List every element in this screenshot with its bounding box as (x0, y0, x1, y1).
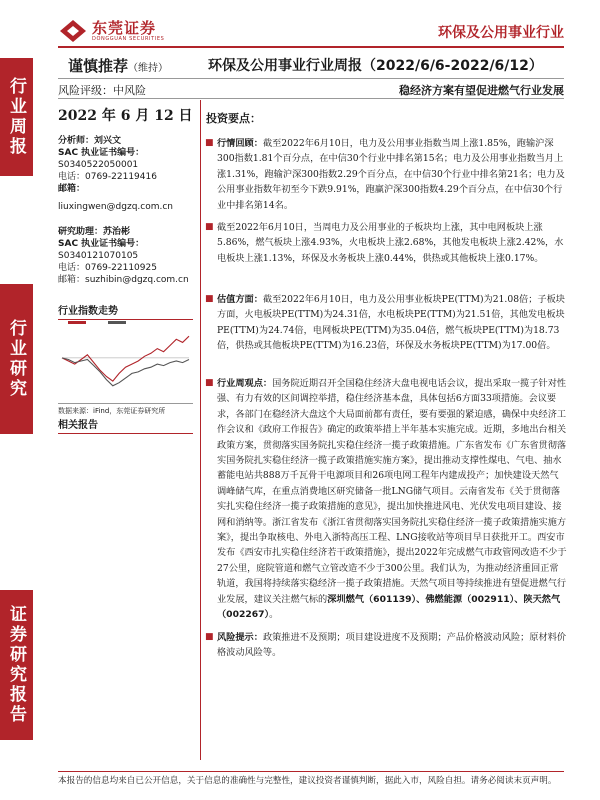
bullet-icon: ■ (205, 222, 214, 232)
para-tail: 。 (269, 609, 279, 621)
assistant-email[interactable]: 邮箱：suzhibin@dgzq.com.cn (58, 275, 189, 285)
header-divider (58, 46, 564, 48)
bullet-icon: ■ (205, 294, 214, 304)
analyst-sac-no: S0340522050001 (58, 160, 139, 170)
para-head: 估值方面： (217, 294, 263, 305)
company-logo (58, 18, 164, 44)
chart-source: 数据来源：iFind，东莞证券研究所 (58, 403, 193, 416)
side-tab-research: 行业研究 (0, 284, 33, 434)
analyst-phone: 电话：0769-22119416 (58, 172, 157, 182)
para-text: 截至2022年6月10日，电力及公用事业指数当周上涨1.85%，跑输沪深300指数1.81个百分点，在中信30个行业中排名第15名；电力及公用事业指数当月上涨1.31%，跑输沪深300指数2.29个百分点，在中信30个行业中排名第21名；电力及公用事业指数年初至今下跌9.91%，跑赢沪深300指数4.29个百分点，在中信30个行业中排名第14名。 (217, 138, 565, 211)
side-tab-report: 证券研究报告 (0, 590, 33, 740)
logo-cn-text: 东莞证券 (92, 18, 157, 37)
analyst-email[interactable]: liuxingwen@dgzq.com.cn (58, 202, 174, 212)
column-divider (200, 100, 201, 760)
bullet-icon: ■ (205, 378, 214, 388)
analyst-info (58, 135, 193, 213)
assistant-info (58, 226, 193, 286)
report-date: 2022 年 6 月 12 日 (58, 108, 193, 124)
bullet-icon: ■ (205, 632, 214, 642)
rating-label: 谨慎推荐 (68, 57, 129, 75)
legend-swatch (68, 321, 86, 324)
logo-emblem-icon (58, 18, 88, 44)
report-title: 环保及公用事业行业周报（2022/6/6-2022/6/12） (208, 58, 543, 74)
recommended-stocks: 深圳燃气（601139）、佛燃能源（002911）、陕天然气（002267） (217, 593, 561, 621)
assistant-sac-label: SAC 执业证书编号： (58, 239, 145, 249)
rating (68, 55, 168, 76)
para-text: 国务院近期召开全国稳住经济大盘电视电话会议，提出采取一揽子针对性强、有力有效的区间调控举措，稳住经济基本盘，具体包括6方面33项措施。会议要求，各部门在稳经济大盘这个大局面前都有责任，要有要强的紧迫感，确保中央经济工作会议和《政府工作报告》确定的政策举措上半年基本实施完成。近期，多地出台相关政策方案，贯彻落实国务院扎实稳住经济一揽子政策措施。广东省发布《广东省贯彻落实国务院扎实稳住经济一揽子政策措施实施方案》，提出推动支撑性煤电、气电、抽水蓄能电站共888万千瓦骨干电源项目和26项电网工程年内建成投产；加快建设天然气调峰储气库，在重点消费地区研究储备一批LNG储气项目。云南省发布《关于贯彻落实扎实稳住经济一揽子政策措施的意见》，提出加快推进风电、光伏发电项目建设、接网和消纳等。浙江省发布《浙江省贯彻落实国务院扎实稳住经济一揽子政策措施实施方案》，提出争取核电、外电入浙特高压工程、LNG接收站等项目早日获批开工。西安市发布《西安市扎实稳住经济若干政策措施》，提出2022年完成燃气市政管网改造不少于27公里，庭院管道和燃气立管改造不少于300公里。我们认为，为推动经济重回正常轨道，我国将持续落实稳经济一揽子政策措施。天然气项目等持续推进有望促进燃气行业发展，建议关注燃气标的 (217, 378, 567, 605)
risk-level: 风险评级：中风险 (58, 84, 146, 97)
para-sub-sectors (205, 220, 567, 266)
para-market-review (205, 136, 567, 213)
bullet-icon: ■ (205, 138, 214, 148)
chart-section-title: 行业指数走势 (58, 302, 193, 320)
para-head: 行业周观点： (217, 378, 273, 389)
report-subtitle: 稳经济方案有望促进燃气行业发展 (399, 84, 564, 97)
footer-divider (58, 771, 564, 772)
logo-en-text: DONGGUAN SECURITIES (92, 35, 165, 42)
para-head: 风险提示： (217, 632, 263, 643)
para-valuation (205, 292, 567, 354)
series-line-1 (62, 358, 189, 386)
divider (58, 98, 564, 99)
rating-note: （维持） (128, 63, 169, 74)
assistant-phone: 电话：0769-22110925 (58, 263, 157, 273)
industry-index-chart (58, 318, 193, 398)
disclaimer: 本报告的信息均来自已公开信息，关于信息的准确性与完整性，建议投资者谨慎判断，据此入市，风险自担。请务必阅读末页声明。 (58, 776, 557, 786)
series-line-0 (62, 336, 189, 381)
industry-title: 环保及公用事业行业 (438, 25, 564, 41)
para-text: 截至2022年6月10日，当周电力及公用事业的子板块均上涨，其中电网板块上涨5.86%，燃气板块上涨4.93%，火电板块上涨2.68%，其他发电板块上涨2.42%，水电板块上涨1.13%，环保及水务板块上涨0.44%，供热或其他板块上涨0.17%。 (217, 222, 564, 264)
analyst-sac-label: SAC 执业证书编号： (58, 148, 145, 158)
divider (58, 78, 564, 79)
side-tab-weekly: 行业周报 (0, 58, 33, 176)
para-risk (205, 630, 567, 661)
para-text: 截至2022年6月10日，电力及公用事业板块PE(TTM)为21.08倍；子板块方面，火电板块PE(TTM)为24.31倍，水电板块PE(TTM)为21.51倍，其他发电板块PE(TTM)为24.74倍，电网板块PE(TTM)为35.04倍，燃气板块PE(TTM)为18.73倍，供热或其他板块PE(TTM)为16.23倍，环保及水务板块PE(TTM)为17.00倍。 (217, 294, 565, 352)
investment-points (205, 128, 567, 748)
investment-points-title: 投资要点： (206, 112, 261, 125)
para-text: 政策推进不及预期；项目建设进度不及预期；产品价格波动风险；原材料价格波动风险等。 (217, 632, 567, 659)
related-reports-title: 相关报告 (58, 416, 193, 434)
para-weekly-view (205, 376, 567, 623)
analyst-email-label: 邮箱： (58, 184, 86, 194)
assistant-sac-no: S0340121070105 (58, 251, 139, 261)
assistant-name: 研究助理：苏治彬 (58, 227, 131, 237)
analyst-name: 分析师：刘兴文 (58, 136, 122, 146)
para-head: 行情回顾： (217, 138, 263, 149)
legend-swatch (108, 321, 126, 324)
